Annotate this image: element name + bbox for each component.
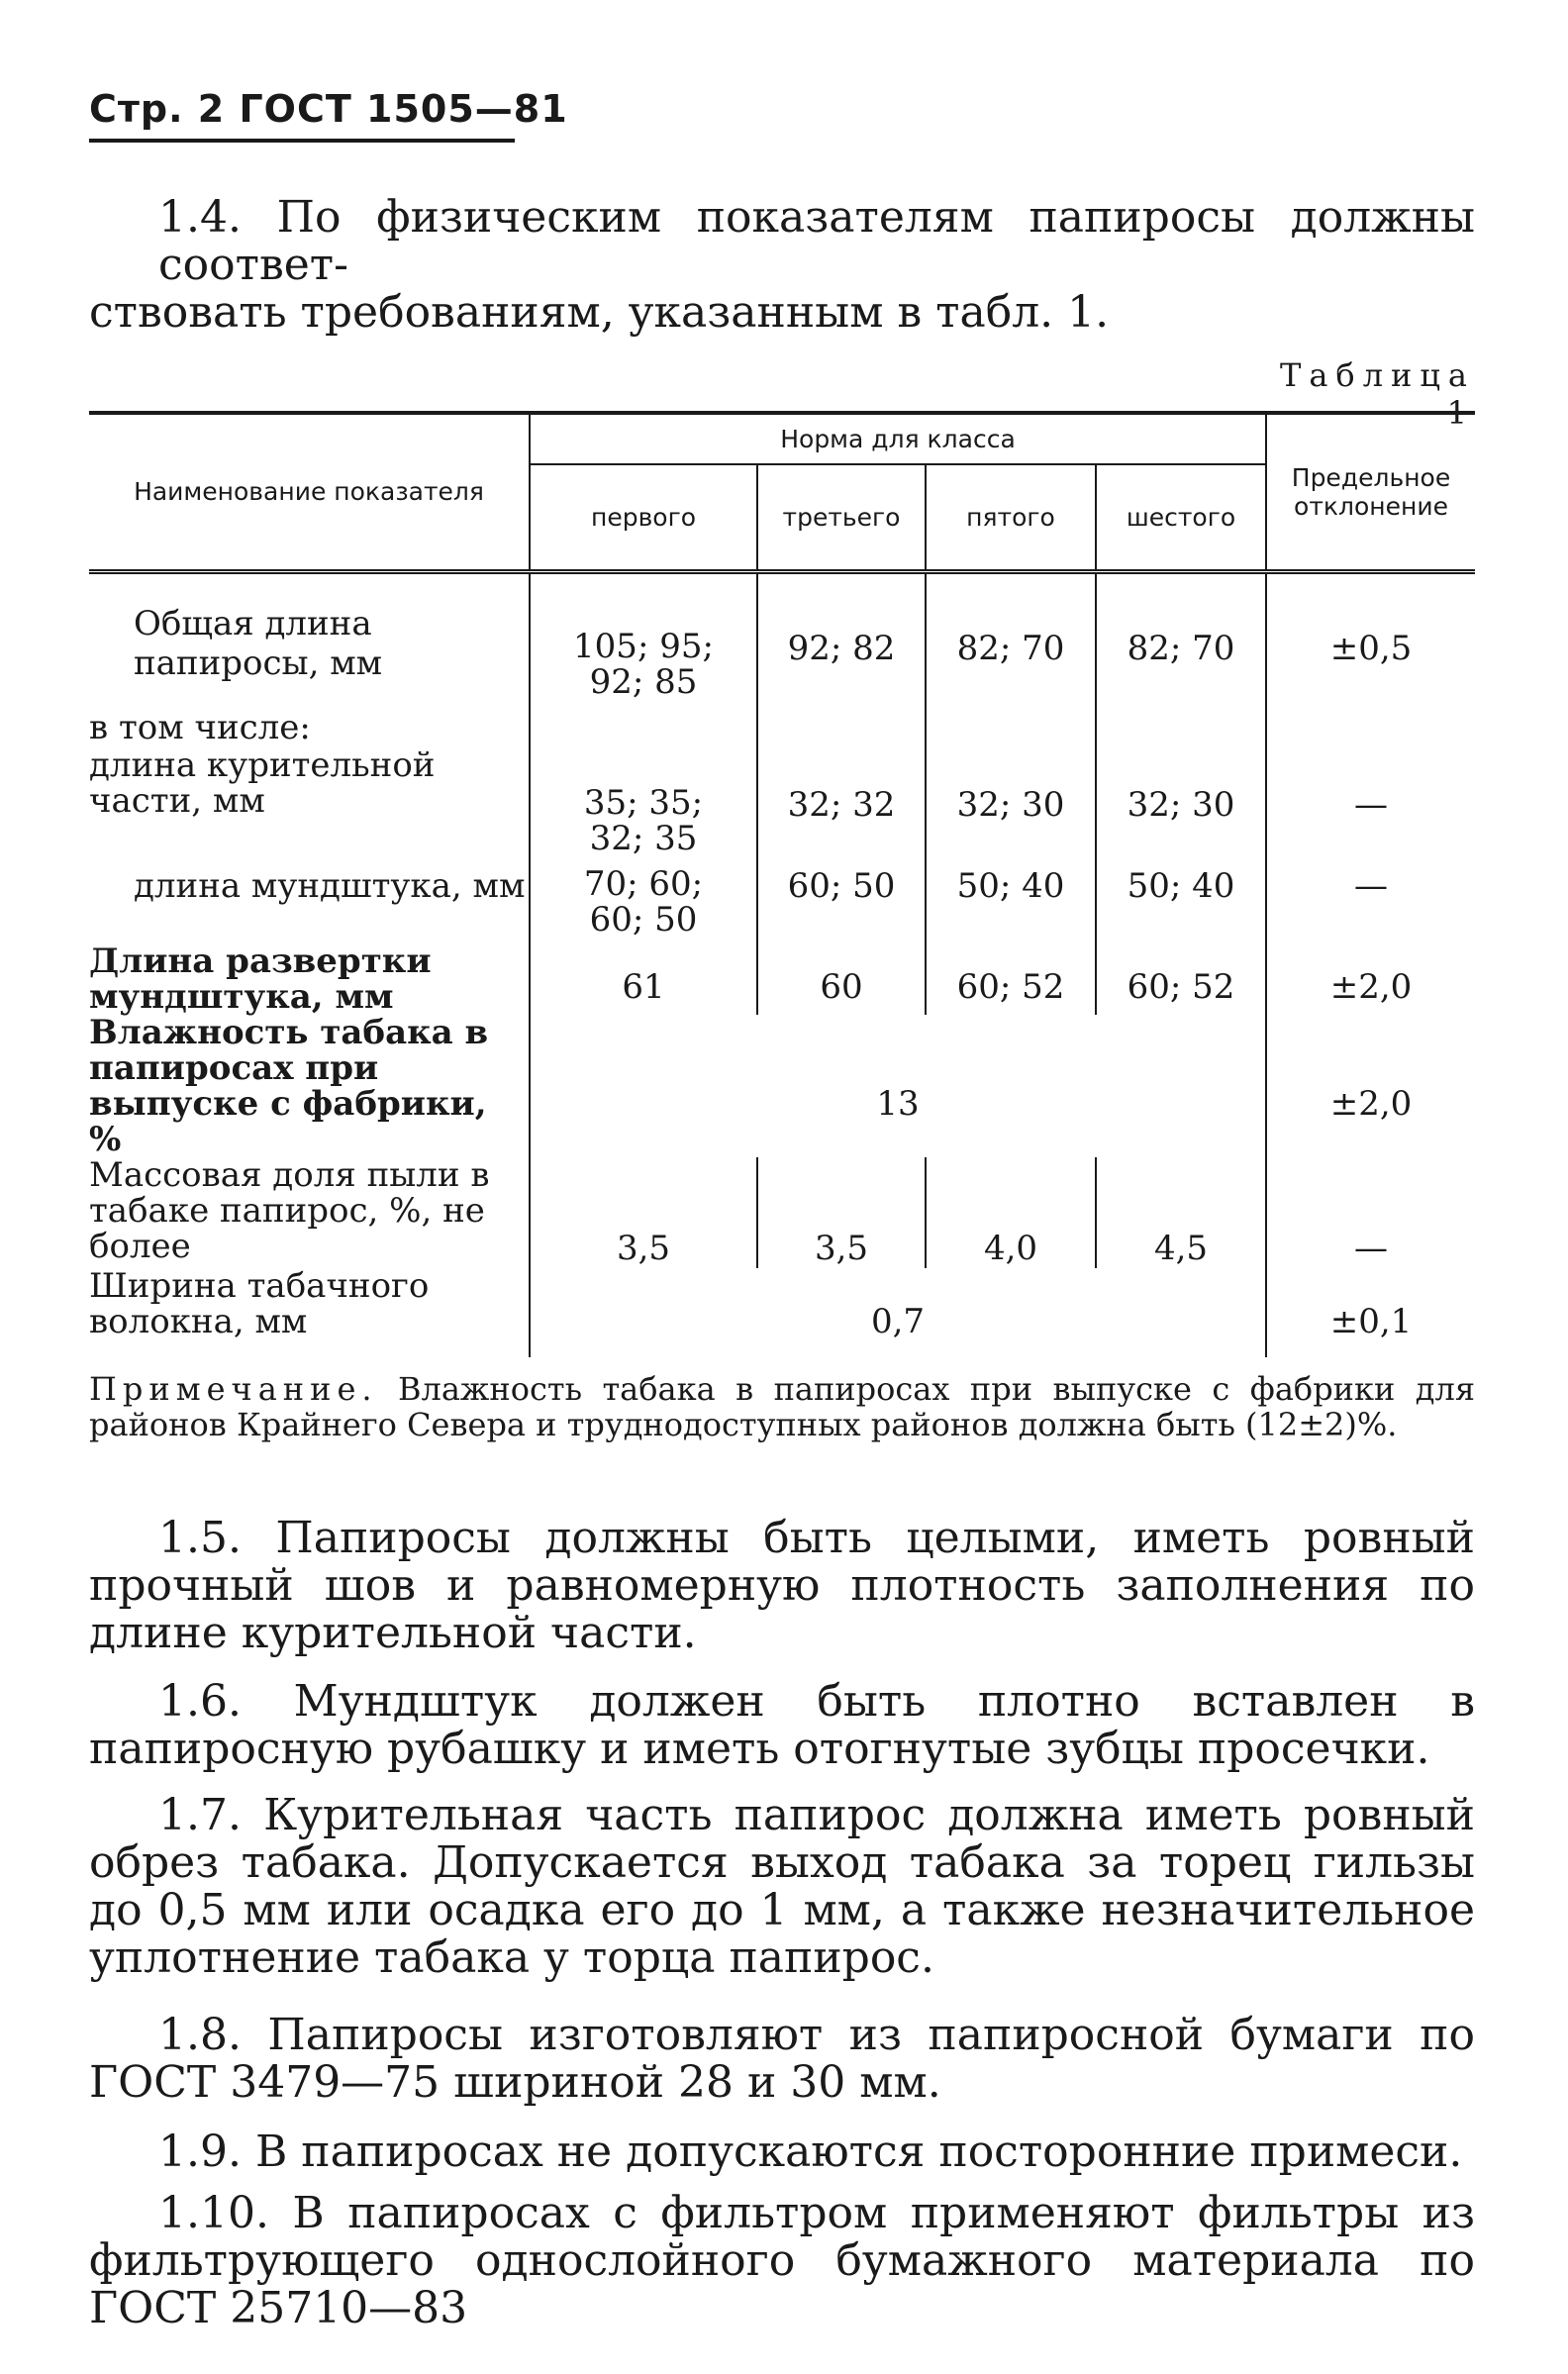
table-row bbox=[89, 747, 1475, 856]
row-value-c1: 70; 60; 60; 50 bbox=[530, 856, 757, 938]
note-label: Примечание. bbox=[89, 1370, 378, 1408]
paragraph-1-5: 1.5. Папиросы должны быть целыми, иметь ровный прочный шов и равномерную плотность заполнения по длине курительной части. bbox=[89, 1513, 1475, 1658]
class-3-header: третьего bbox=[757, 464, 926, 571]
intro-paragraph bbox=[89, 194, 1475, 337]
paragraph-1-6: 1.6. Мундштук должен быть плотно вставлен в папиросную рубашку и иметь отогнутые зубцы просечки. bbox=[89, 1676, 1475, 1774]
row-value-c4: 32; 30 bbox=[1096, 747, 1266, 856]
row-value-c4: 82; 70 bbox=[1096, 571, 1266, 700]
paragraph-1-7: 1.7. Курительная часть папирос должна иметь ровный обрез табака. Допускается выход табака за торец гильзы до 0,5 мм или осадка его до 1 мм, а также незначительное уплотнение табака у торца папирос. bbox=[89, 1790, 1475, 1983]
row-value-merged: 0,7 bbox=[530, 1268, 1266, 1357]
row-name: Массовая доля пыли в табаке папирос, %, не более bbox=[89, 1154, 490, 1266]
deviation-header: Предельное отклонение bbox=[1266, 413, 1475, 571]
row-value-c3: 60; 52 bbox=[926, 938, 1096, 1015]
row-deviation: ±0,5 bbox=[1266, 571, 1475, 700]
row-value-c2: 60; 50 bbox=[757, 856, 926, 938]
row-name: длина мундштука, мм bbox=[134, 865, 526, 906]
row-name: Ширина табачного волокна, мм bbox=[89, 1265, 430, 1341]
class-1-header: первого bbox=[530, 464, 757, 571]
table-row bbox=[89, 1157, 1475, 1268]
row-value-c1: 105; 95; 92; 85 bbox=[530, 571, 757, 700]
row-value-c3: 50; 40 bbox=[926, 856, 1096, 938]
row-value-c3: 32; 30 bbox=[926, 747, 1096, 856]
col-name-header: Наименование показателя bbox=[89, 413, 530, 571]
row-name: Длина развертки мундштука, мм bbox=[89, 940, 432, 1017]
row-name: в том числе: bbox=[89, 707, 311, 747]
table-note bbox=[89, 1371, 1475, 1442]
table-row bbox=[89, 1015, 1475, 1157]
row-value-c4: 60; 52 bbox=[1096, 938, 1266, 1015]
page-header: Стр. 2 ГОСТ 1505—81 bbox=[89, 87, 568, 131]
row-value-c4: 4,5 bbox=[1096, 1157, 1266, 1268]
note-text: Влажность табака в папиросах при выпуске с фабрики для районов Крайнего Севера и труднодоступных районов должна быть (12±2)%. bbox=[89, 1370, 1476, 1443]
row-value-merged: 13 bbox=[530, 1015, 1266, 1157]
row-value-c2: 92; 82 bbox=[757, 571, 926, 700]
row-deviation: — bbox=[1266, 1157, 1475, 1268]
norm-header: Норма для класса bbox=[530, 413, 1266, 464]
paragraph-1-8: 1.8. Папиросы изготовляют из папиросной бумаги по ГОСТ 3479—75 шириной 28 и 30 мм. bbox=[89, 2010, 1475, 2108]
row-value-c2: 32; 32 bbox=[757, 747, 926, 856]
row-deviation: — bbox=[1266, 747, 1475, 856]
paragraph-1-9: 1.9. В папиросах не допускаются посторонние примеси. bbox=[158, 2127, 1463, 2177]
table-row bbox=[89, 700, 1475, 747]
row-value-c3: 4,0 bbox=[926, 1157, 1096, 1268]
intro-line-2: ствовать требованиям, указанным в табл. 1. bbox=[89, 287, 1110, 338]
header-rule bbox=[89, 139, 515, 143]
paragraph-1-10: 1.10. В папиросах с фильтром применяют фильтры из фильтрующего однослойного бумажного материала по ГОСТ 25710—83 bbox=[89, 2188, 1475, 2333]
table-caption: Таблица 1 bbox=[1280, 356, 1475, 432]
intro-line-1: 1.4. По физическим показателям папиросы должны соответ- bbox=[158, 192, 1475, 290]
row-name: длина курительной части, мм bbox=[89, 744, 436, 821]
row-value-c1: 61 bbox=[530, 938, 757, 1015]
table-row bbox=[89, 1268, 1475, 1357]
row-value-c2: 3,5 bbox=[757, 1157, 926, 1268]
row-deviation: — bbox=[1266, 856, 1475, 938]
row-deviation: ±2,0 bbox=[1266, 1015, 1475, 1157]
table-row bbox=[89, 856, 1475, 938]
table-row bbox=[89, 571, 1475, 700]
table-row bbox=[89, 938, 1475, 1015]
row-value-c3: 82; 70 bbox=[926, 571, 1096, 700]
row-name: Общая длина папиросы, мм bbox=[134, 603, 383, 683]
row-value-c1: 35; 35; 32; 35 bbox=[530, 747, 757, 856]
class-5-header: пятого bbox=[926, 464, 1096, 571]
row-value-c1: 3,5 bbox=[530, 1157, 757, 1268]
row-deviation: ±2,0 bbox=[1266, 938, 1475, 1015]
row-deviation: ±0,1 bbox=[1266, 1268, 1475, 1357]
row-value-c2: 60 bbox=[757, 938, 926, 1015]
row-name: Влажность табака в папиросах при выпуске с фабрики, % bbox=[89, 1012, 489, 1159]
physical-indicators-table bbox=[89, 411, 1475, 1357]
class-6-header: шестого bbox=[1096, 464, 1266, 571]
row-value-c4: 50; 40 bbox=[1096, 856, 1266, 938]
